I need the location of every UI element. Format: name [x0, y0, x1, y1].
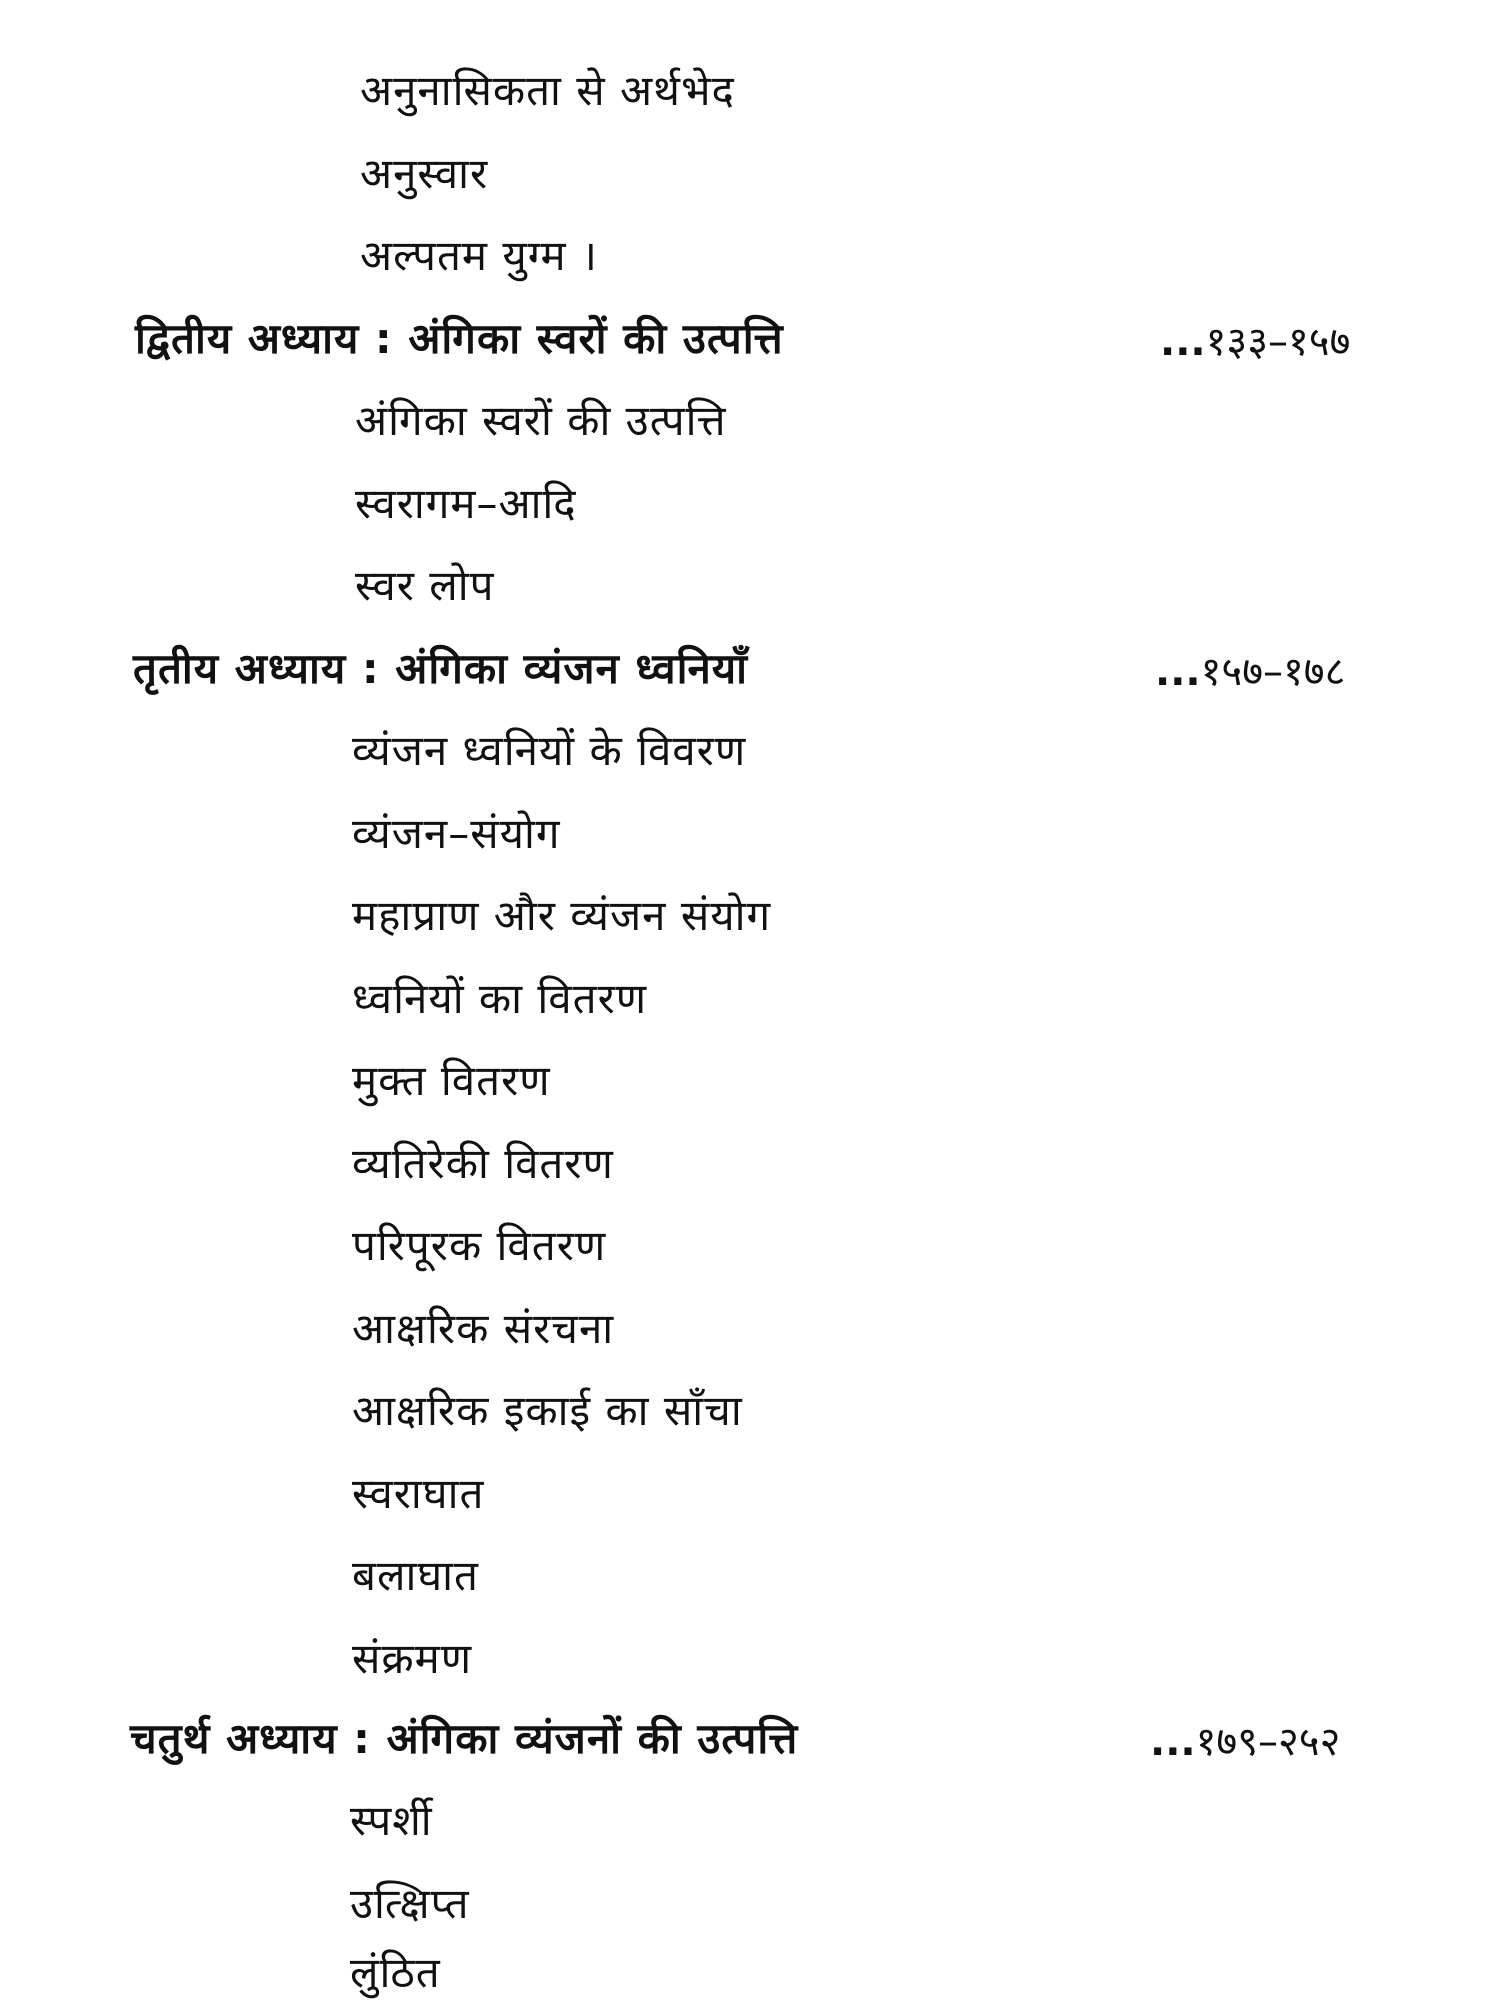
- page-range: १५७–१७८: [1200, 649, 1346, 695]
- toc-item: मुक्त वितरण: [352, 1056, 551, 1105]
- page-leader: ...: [1150, 1719, 1196, 1765]
- toc-item: अनुस्वार: [360, 149, 489, 198]
- toc-item: व्यंजन ध्वनियों के विवरण: [352, 726, 747, 775]
- toc-item: लुंठित: [350, 1948, 441, 1997]
- toc-item: अल्पतम युग्म ।: [360, 231, 598, 280]
- toc-item: बलाघात: [352, 1551, 479, 1600]
- toc-item: परिपूरक वितरण: [352, 1221, 607, 1270]
- chapter-3-title: तृतीय अध्याय : अंगिका व्यंजन ध्वनियाँ: [133, 644, 749, 693]
- page-range: १३३–१५७: [1205, 319, 1351, 365]
- page-leader: ...: [1160, 319, 1206, 365]
- chapter-4-title: चतुर्थ अध्याय : अंगिका व्यंजनों की उत्पत्ति: [130, 1714, 799, 1763]
- toc-item: उत्क्षिप्त: [350, 1879, 470, 1928]
- page-range: १७९–२५२: [1195, 1719, 1341, 1765]
- chapter-4-pages: [1150, 1719, 1341, 1765]
- toc-item: अनुनासिकता से अर्थभेद: [360, 66, 735, 115]
- toc-item: ध्वनियों का वितरण: [352, 974, 648, 1023]
- toc-item: महाप्राण और व्यंजन संयोग: [352, 891, 772, 940]
- toc-item: स्वर लोप: [355, 561, 495, 610]
- toc-item: स्वरागम–आदि: [355, 479, 577, 528]
- toc-item: स्वराघात: [352, 1469, 485, 1518]
- toc-item: अंगिका स्वरों की उत्पत्ति: [355, 396, 727, 445]
- toc-item: आक्षरिक इकाई का साँचा: [352, 1386, 743, 1435]
- toc-item: आक्षरिक संरचना: [352, 1304, 615, 1353]
- chapter-2-title: द्वितीय अध्याय : अंगिका स्वरों की उत्पत्ति: [135, 314, 784, 363]
- toc-item: संक्रमण: [352, 1634, 473, 1683]
- chapter-3-pages: [1155, 649, 1346, 695]
- toc-item: व्यंजन–संयोग: [352, 809, 561, 858]
- page-leader: ...: [1155, 649, 1201, 695]
- toc-item: स्पर्शी: [350, 1796, 433, 1845]
- chapter-2-pages: [1160, 319, 1351, 365]
- toc-item: व्यतिरेकी वितरण: [352, 1139, 614, 1188]
